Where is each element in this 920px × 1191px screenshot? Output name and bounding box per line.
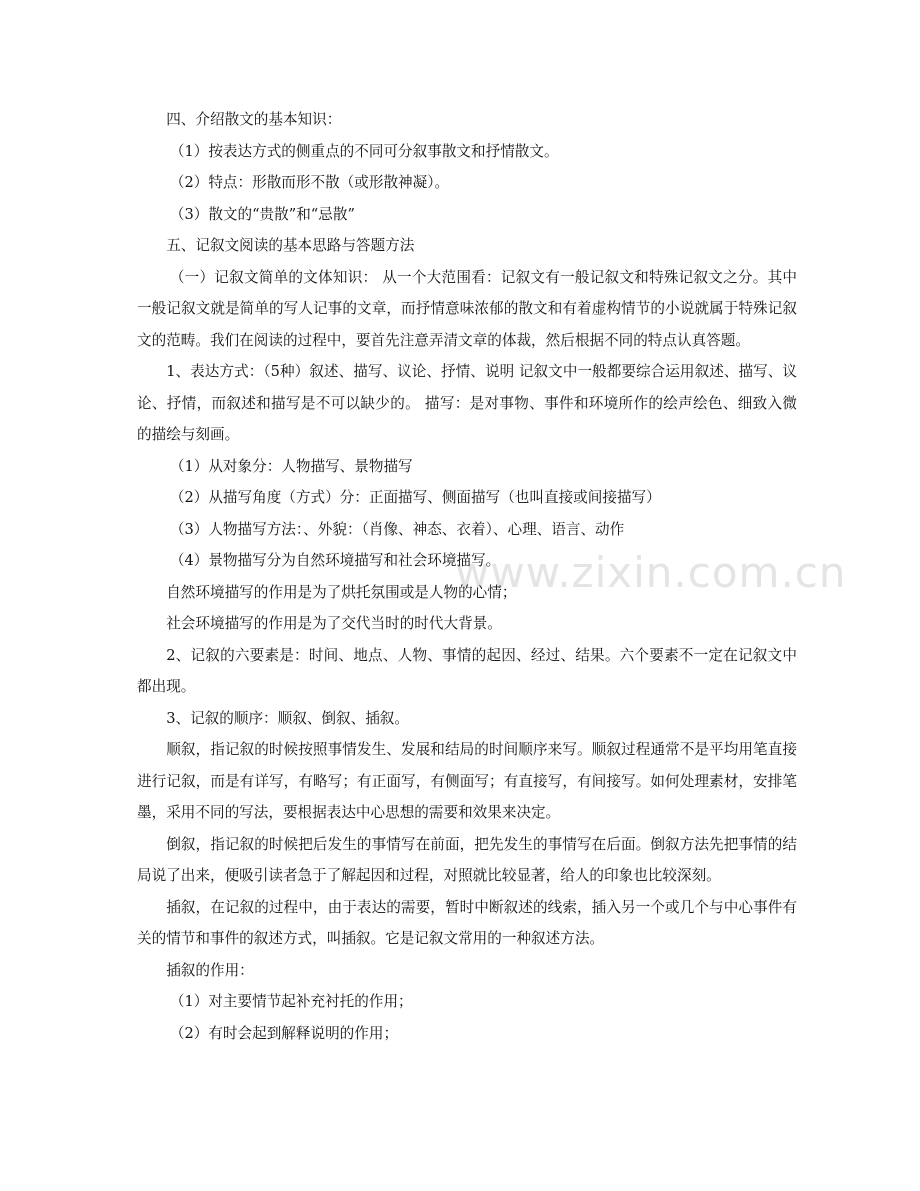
prose-item-1: （1）按表达方式的侧重点的不同可分叙事散文和抒情散文。 xyxy=(169,142,559,160)
paragraph-natural-environment: 自然环境描写的作用是为了烘托氛围或是人物的心情； xyxy=(166,583,517,601)
purpose-item-1: （1）对主要情节起补充衬托的作用； xyxy=(169,993,413,1010)
purpose-item-2: （2）有时会起到解释说明的作用； xyxy=(169,1024,399,1042)
prose-item-3: （3）散文的“贵散”和“忌散” xyxy=(169,205,355,223)
description-item-1: （1）从对象分：人物描写、景物描写 xyxy=(169,457,413,475)
description-item-2: （2）从描写角度（方式）分：正面描写、侧面描写（也叫直接或间接描写） xyxy=(169,489,661,506)
paragraph-flashback: 倒叙，指记叙的时候把后发生的事情写在前面，把先发生的事情写在后面。倒叙方法先把事情的结局说了出来，便吸引读者急于了解起因和过程，对照就比较显著，给人的印象也比较深刻。 xyxy=(137,835,797,884)
paragraph-interpolation: 插叙，在记叙的过程中，由于表达的需要，暂时中断叙述的线索，插入另一个或几个与中心事件有关的情节和事件的叙述方式，叫插叙。它是记叙文常用的一种叙述方法。 xyxy=(137,898,797,947)
document-body xyxy=(137,104,797,1049)
paragraph-genre-knowledge: （一）记叙文简单的文体知识： 从一个大范围看：记叙文有一般记叙文和特殊记叙文之分。其中一般记叙文就是简单的写人记事的文章，而抒情意味浓郁的散文和有着虚构情节的小说就属于特殊记叙文的范畴。我们在阅读的过程中，要首先注意弄清文章的体裁，然后根据不同的特点认真答题。 xyxy=(137,268,797,349)
paragraph-expression-modes: 1、表达方式：（5种）叙述、描写、议论、抒情、说明 记叙文中一般都要综合运用叙述、描写、议论、抒情，而叙述和描写是不可以缺少的。 描写：是对事物、事件和环境所作的绘声绘色、细致入微的描绘与刻画。 xyxy=(137,363,797,443)
paragraph-social-environment: 社会环境描写的作用是为了交代当时的时代大背景。 xyxy=(166,615,502,632)
description-item-3: （3）人物描写方法：、外貌：（肖像、神态、衣着）、心理、语言、动作 xyxy=(169,520,625,538)
paragraph-six-elements: 2、记叙的六要素是：时间、地点、人物、事情的起因、经过、结果。六个要素不一定在记叙文中都出现。 xyxy=(137,646,797,695)
section-heading-narrative: 五、记叙文阅读的基本思路与答题方法 xyxy=(166,237,415,254)
description-item-4: （4）景物描写分为自然环境描写和社会环境描写。 xyxy=(169,552,501,569)
paragraph-narrative-order: 3、记叙的顺序：顺叙、倒叙、插叙。 xyxy=(166,709,409,727)
section-heading-prose: 四、介绍散文的基本知识： xyxy=(166,111,342,128)
paragraph-chronological: 顺叙，指记叙的时候按照事情发生、发展和结局的时间顺序来写。顺叙过程通常不是平均用笔直接进行记叙，而是有详写，有略写；有正面写，有侧面写；有直接写，有间接写。如何处理素材，安排笔墨，采用不同的写法，要根据表达中心思想的需要和效果来决定。 xyxy=(137,741,797,821)
watermark-text: www.zixin.com.cn xyxy=(455,548,847,597)
paragraph-interpolation-purpose: 插叙的作用： xyxy=(166,961,254,979)
prose-item-2: （2）特点：形散而形不散（或形散神凝）。 xyxy=(169,174,450,191)
